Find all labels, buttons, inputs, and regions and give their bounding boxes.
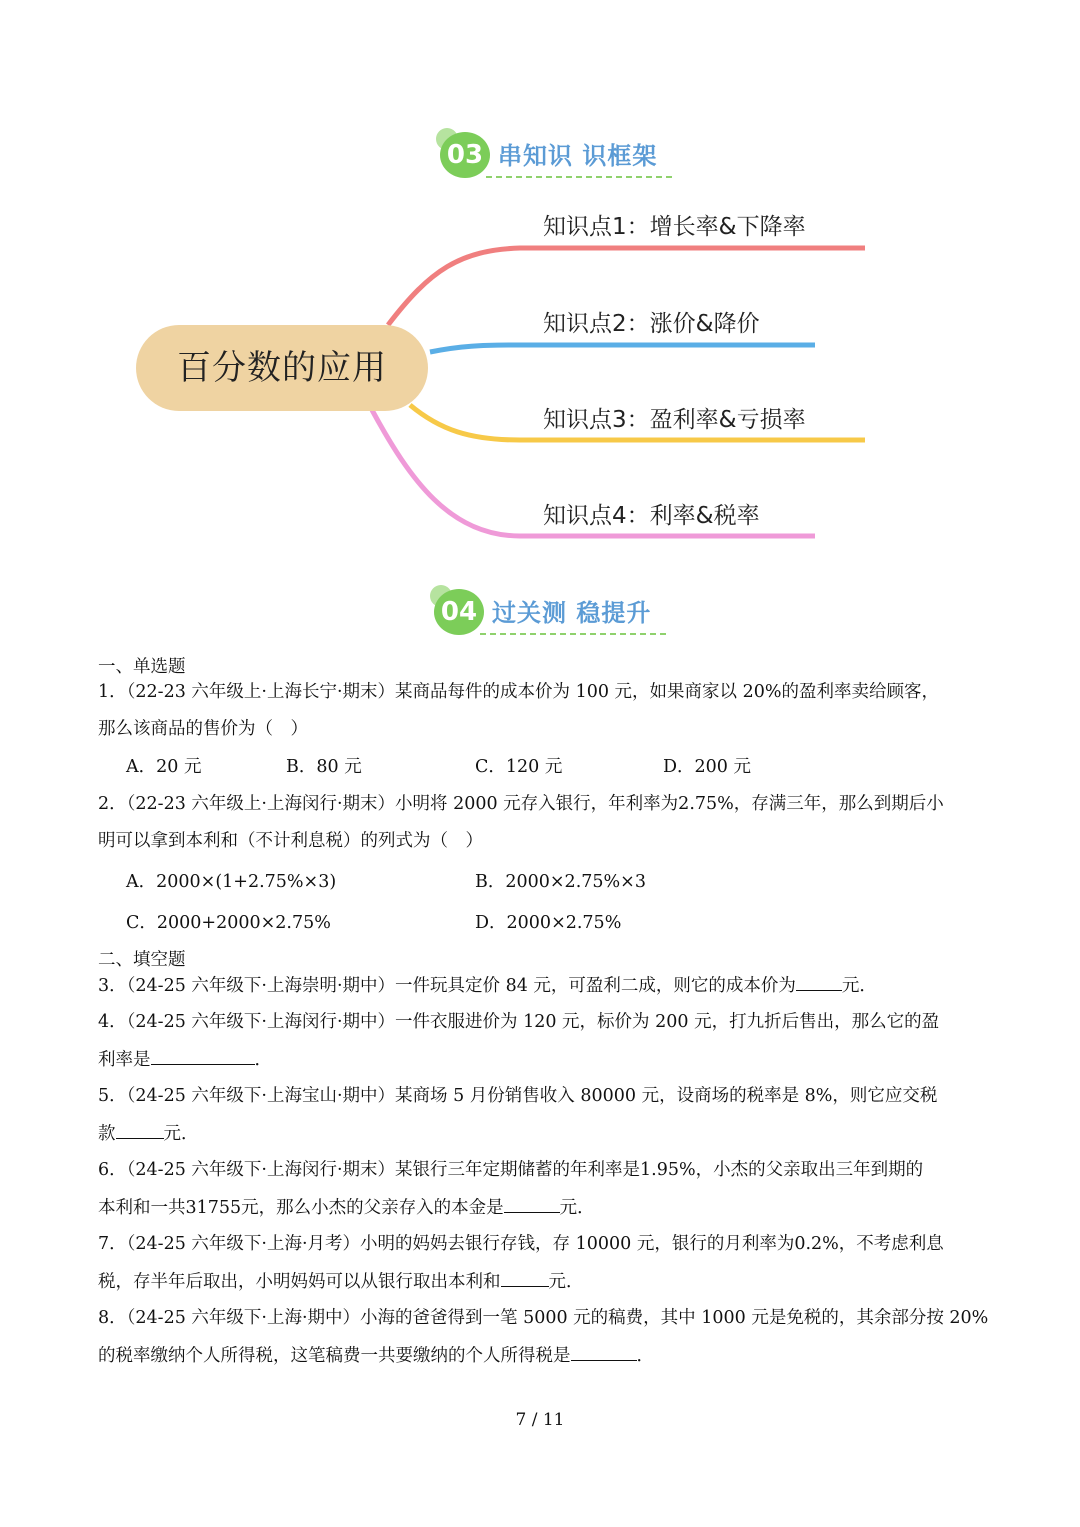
- question-2-option-a: A．2000×(1+2.75%×3): [126, 872, 337, 892]
- question-8-text: 的税率缴纳个人所得税，这笔稿费一共要缴纳的个人所得税是: [98, 1346, 571, 1366]
- question-7-line-2: [98, 1268, 584, 1295]
- question-3: [98, 972, 877, 999]
- question-4-line-1: 4．（24-25 六年级下·上海闵行·期中）一件衣服进价为 120 元，标价为 200 元，打九折后售出，那么它的盈: [98, 1012, 940, 1032]
- section-number-badge: 04: [434, 589, 484, 635]
- question-1-line-1: 1．（22-23 六年级上·上海长宁·期末）某商品每件的成本价为 100 元，如果商家以 20%的盈利率卖给顾客，: [98, 682, 940, 702]
- branch-line-2: [430, 345, 815, 352]
- question-4-line-2: [98, 1046, 272, 1073]
- question-2-option-b: B．2000×2.75%×3: [475, 872, 646, 892]
- question-6-text: 本利和一共31755元，那么小杰的父亲存入的本金是: [98, 1198, 504, 1218]
- question-6-line-1: 6．（24-25 六年级下·上海闵行·期末）某银行三年定期储蓄的年利率是1.95%，小杰的父亲取出三年到期的: [98, 1160, 924, 1180]
- question-3-text: 3．（24-25 六年级下·上海崇明·期中）一件玩具定价 84 元，可盈利二成，则它的成本价为: [98, 976, 796, 996]
- question-4-text: 利率是: [98, 1050, 151, 1070]
- question-3-unit: 元．: [841, 976, 877, 996]
- question-2-option-c: C．2000+2000×2.75%: [126, 913, 331, 933]
- section-number-badge: 03: [440, 132, 490, 178]
- section-title: 过关测 稳提升: [492, 599, 652, 627]
- mindmap-center-node: 百分数的应用: [136, 325, 428, 411]
- question-1-line-2: 那么该商品的售价为（ ）: [98, 719, 308, 739]
- question-1-option-d: D．200 元: [663, 757, 751, 777]
- mindmap-branch-label-3: 知识点3：盈利率&亏损率: [543, 407, 806, 433]
- question-6-unit: 元．: [559, 1198, 595, 1218]
- part-heading: 一、单选题: [98, 657, 186, 677]
- answer-blank[interactable]: [504, 1194, 560, 1213]
- mindmap-branch-label-2: 知识点2：涨价&降价: [543, 311, 760, 337]
- question-8-line-2: [98, 1342, 654, 1369]
- section-title: 串知识 识框架: [498, 142, 658, 170]
- question-2-line-1: 2．（22-23 六年级上·上海闵行·期末）小明将 2000 元存入银行，年利率为2.75%，存满三年，那么到期后小: [98, 794, 944, 814]
- question-6-line-2: [98, 1194, 595, 1221]
- answer-blank[interactable]: [151, 1046, 255, 1065]
- question-8-line-1: 8．（24-25 六年级下·上海·期中）小海的爸爸得到一笔 5000 元的稿费，其中 1000 元是免税的，其余部分按 20%: [98, 1308, 989, 1328]
- question-2-line-2: 明可以拿到本利和（不计利息税）的列式为（ ）: [98, 831, 483, 851]
- question-5-unit: 元．: [163, 1124, 199, 1144]
- answer-blank[interactable]: [571, 1342, 637, 1361]
- part-heading: 二、填空题: [98, 950, 186, 970]
- mindmap-branch-label-1: 知识点1：增长率&下降率: [543, 214, 806, 240]
- question-4-end: ．: [254, 1050, 272, 1070]
- mindmap-branch-label-4: 知识点4：利率&税率: [543, 503, 760, 529]
- answer-blank[interactable]: [796, 972, 842, 991]
- mindmap-connectors: [0, 0, 1080, 600]
- question-1-option-b: B．80 元: [286, 757, 362, 777]
- question-7-unit: 元．: [548, 1272, 584, 1292]
- dashed-underline: [480, 633, 666, 635]
- question-5-line-2: [98, 1120, 199, 1147]
- question-5-line-1: 5．（24-25 六年级下·上海宝山·期中）某商场 5 月份销售收入 80000 元，设商场的税率是 8%，则它应交税: [98, 1086, 938, 1106]
- question-1-option-c: C．120 元: [475, 757, 563, 777]
- page-number: 7 / 11: [515, 1410, 565, 1430]
- answer-blank[interactable]: [501, 1268, 549, 1287]
- answer-blank[interactable]: [116, 1120, 164, 1139]
- question-8-end: ．: [636, 1346, 654, 1366]
- question-1-option-a: A．20 元: [126, 757, 202, 777]
- question-5-text: 款: [98, 1124, 116, 1144]
- question-7-line-1: 7．（24-25 六年级下·上海·月考）小明的妈妈去银行存钱，存 10000 元，银行的月利率为0.2%，不考虑利息: [98, 1234, 944, 1254]
- question-7-text: 税，存半年后取出，小明妈妈可以从银行取出本利和: [98, 1272, 501, 1292]
- question-2-option-d: D．2000×2.75%: [475, 913, 622, 933]
- section-4-header: [434, 587, 674, 647]
